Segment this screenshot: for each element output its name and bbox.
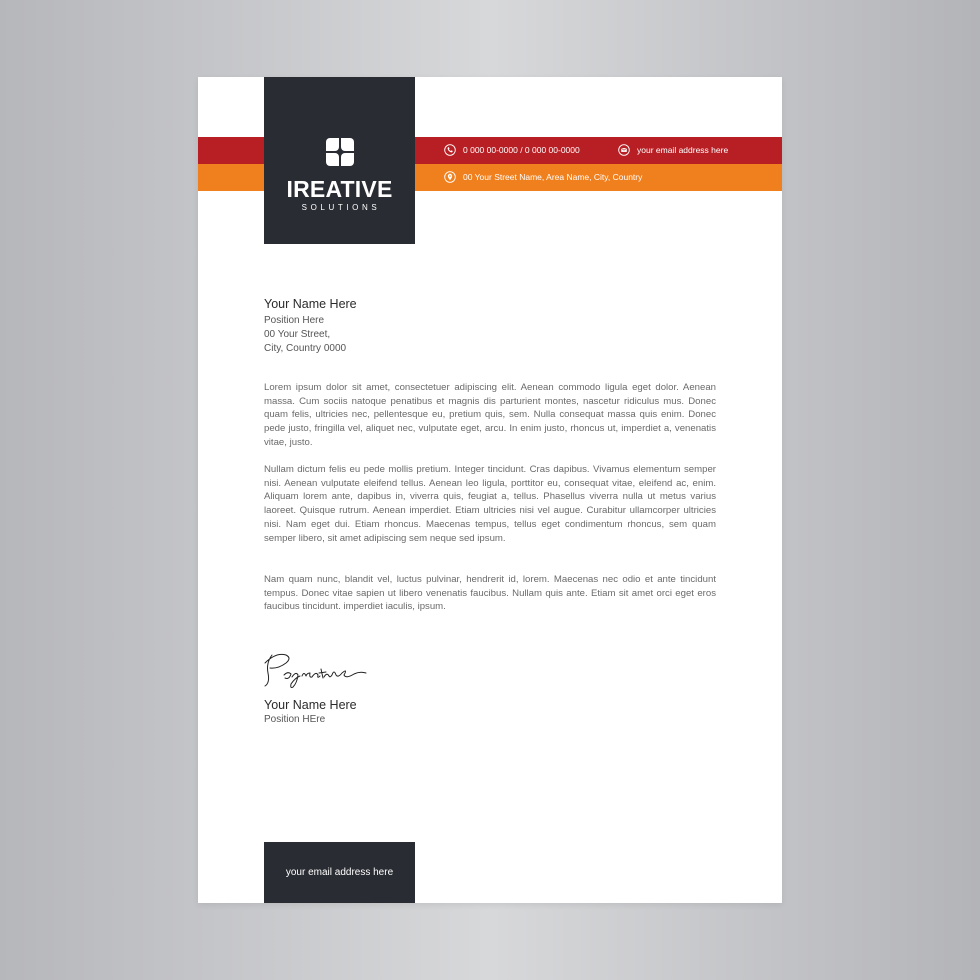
contact-address [444, 171, 642, 183]
contact-phone [444, 144, 580, 156]
body-paragraph-2: Nullam dictum felis eu pede mollis pretium. Integer tincidunt. Cras dapibus. Vivamus elementum semper nisi. Aenean vulputate eleifend tellus. Aenean leo ligula, porttitor eu, consequat vitae, eleifend ac, enim. Aliquam lorem ante, dapibus in, viverra quis, feugiat a, tellus. Phasellus viverra nulla ut metus varius laoreet. Quisque rutrum. Aenean imperdiet. Etiam ultricies nisi vel augue. Curabitur ullamcorper ultricies nisi. Nam eget dui. Etiam rhoncus. Maecenas tempus, tellus eget condimentum rhoncus, sem quam semper libero, sit amet adipiscing sem neque sed ipsum. [264, 464, 716, 544]
signer-name: Your Name Here [264, 698, 357, 712]
company-name: IREATIVE [286, 176, 393, 202]
sender-position: Position Here [264, 315, 325, 326]
phone-text: 0 000 00-0000 / 0 000 00-0000 [463, 145, 580, 155]
four-petal-logo-icon [324, 136, 356, 168]
handwritten-signature [262, 649, 372, 691]
sender-street: 00 Your Street, [264, 329, 331, 340]
signer-block [264, 698, 357, 725]
email-text: your email address here [637, 145, 729, 155]
body-paragraph-3: Nam quam nunc, blandit vel, luctus pulvinar, hendrerit id, lorem. Maecenas nec odio et ante tincidunt tempus. Donec vitae sapien ut libero venenatis faucibus. Nullam quis ante. Etiam sit amet orci eget eros faucibus tincidunt. imperdiet iaculis, ipsum. [264, 574, 716, 613]
location-pin-icon [444, 171, 456, 183]
footer-email-box [264, 842, 415, 903]
signer-position: Position HEre [264, 714, 326, 725]
body-paragraph-1: Lorem ipsum dolor sit amet, consectetuer adipiscing elit. Aenean commodo ligula eget dolor. Aenean massa. Cum sociis natoque penatibus et magnis dis parturient montes, nascetur ridiculus mus. Donec quam felis, ultricies nec, pellentesque eu, pretium quis, sem. Nulla consequat massa quis enim. Donec pede justo, fringilla vel, aliquet nec, vulputate eget, arcu. In enim justo, rhoncus ut, imperdiet a, venenatis vitae, justo. [264, 382, 716, 448]
contact-email [618, 144, 728, 156]
footer-email-text: your email address here [285, 867, 394, 878]
logo-block [264, 77, 415, 244]
sender-block [264, 297, 357, 356]
phone-icon [444, 144, 456, 156]
address-text: 00 Your Street Name, Area Name, City, Country [463, 172, 643, 182]
email-icon [618, 144, 630, 156]
letterhead-page [198, 77, 782, 903]
sender-city: City, Country 0000 [264, 343, 347, 354]
sender-name: Your Name Here [264, 297, 357, 311]
company-tagline: SOLUTIONS [301, 203, 381, 212]
